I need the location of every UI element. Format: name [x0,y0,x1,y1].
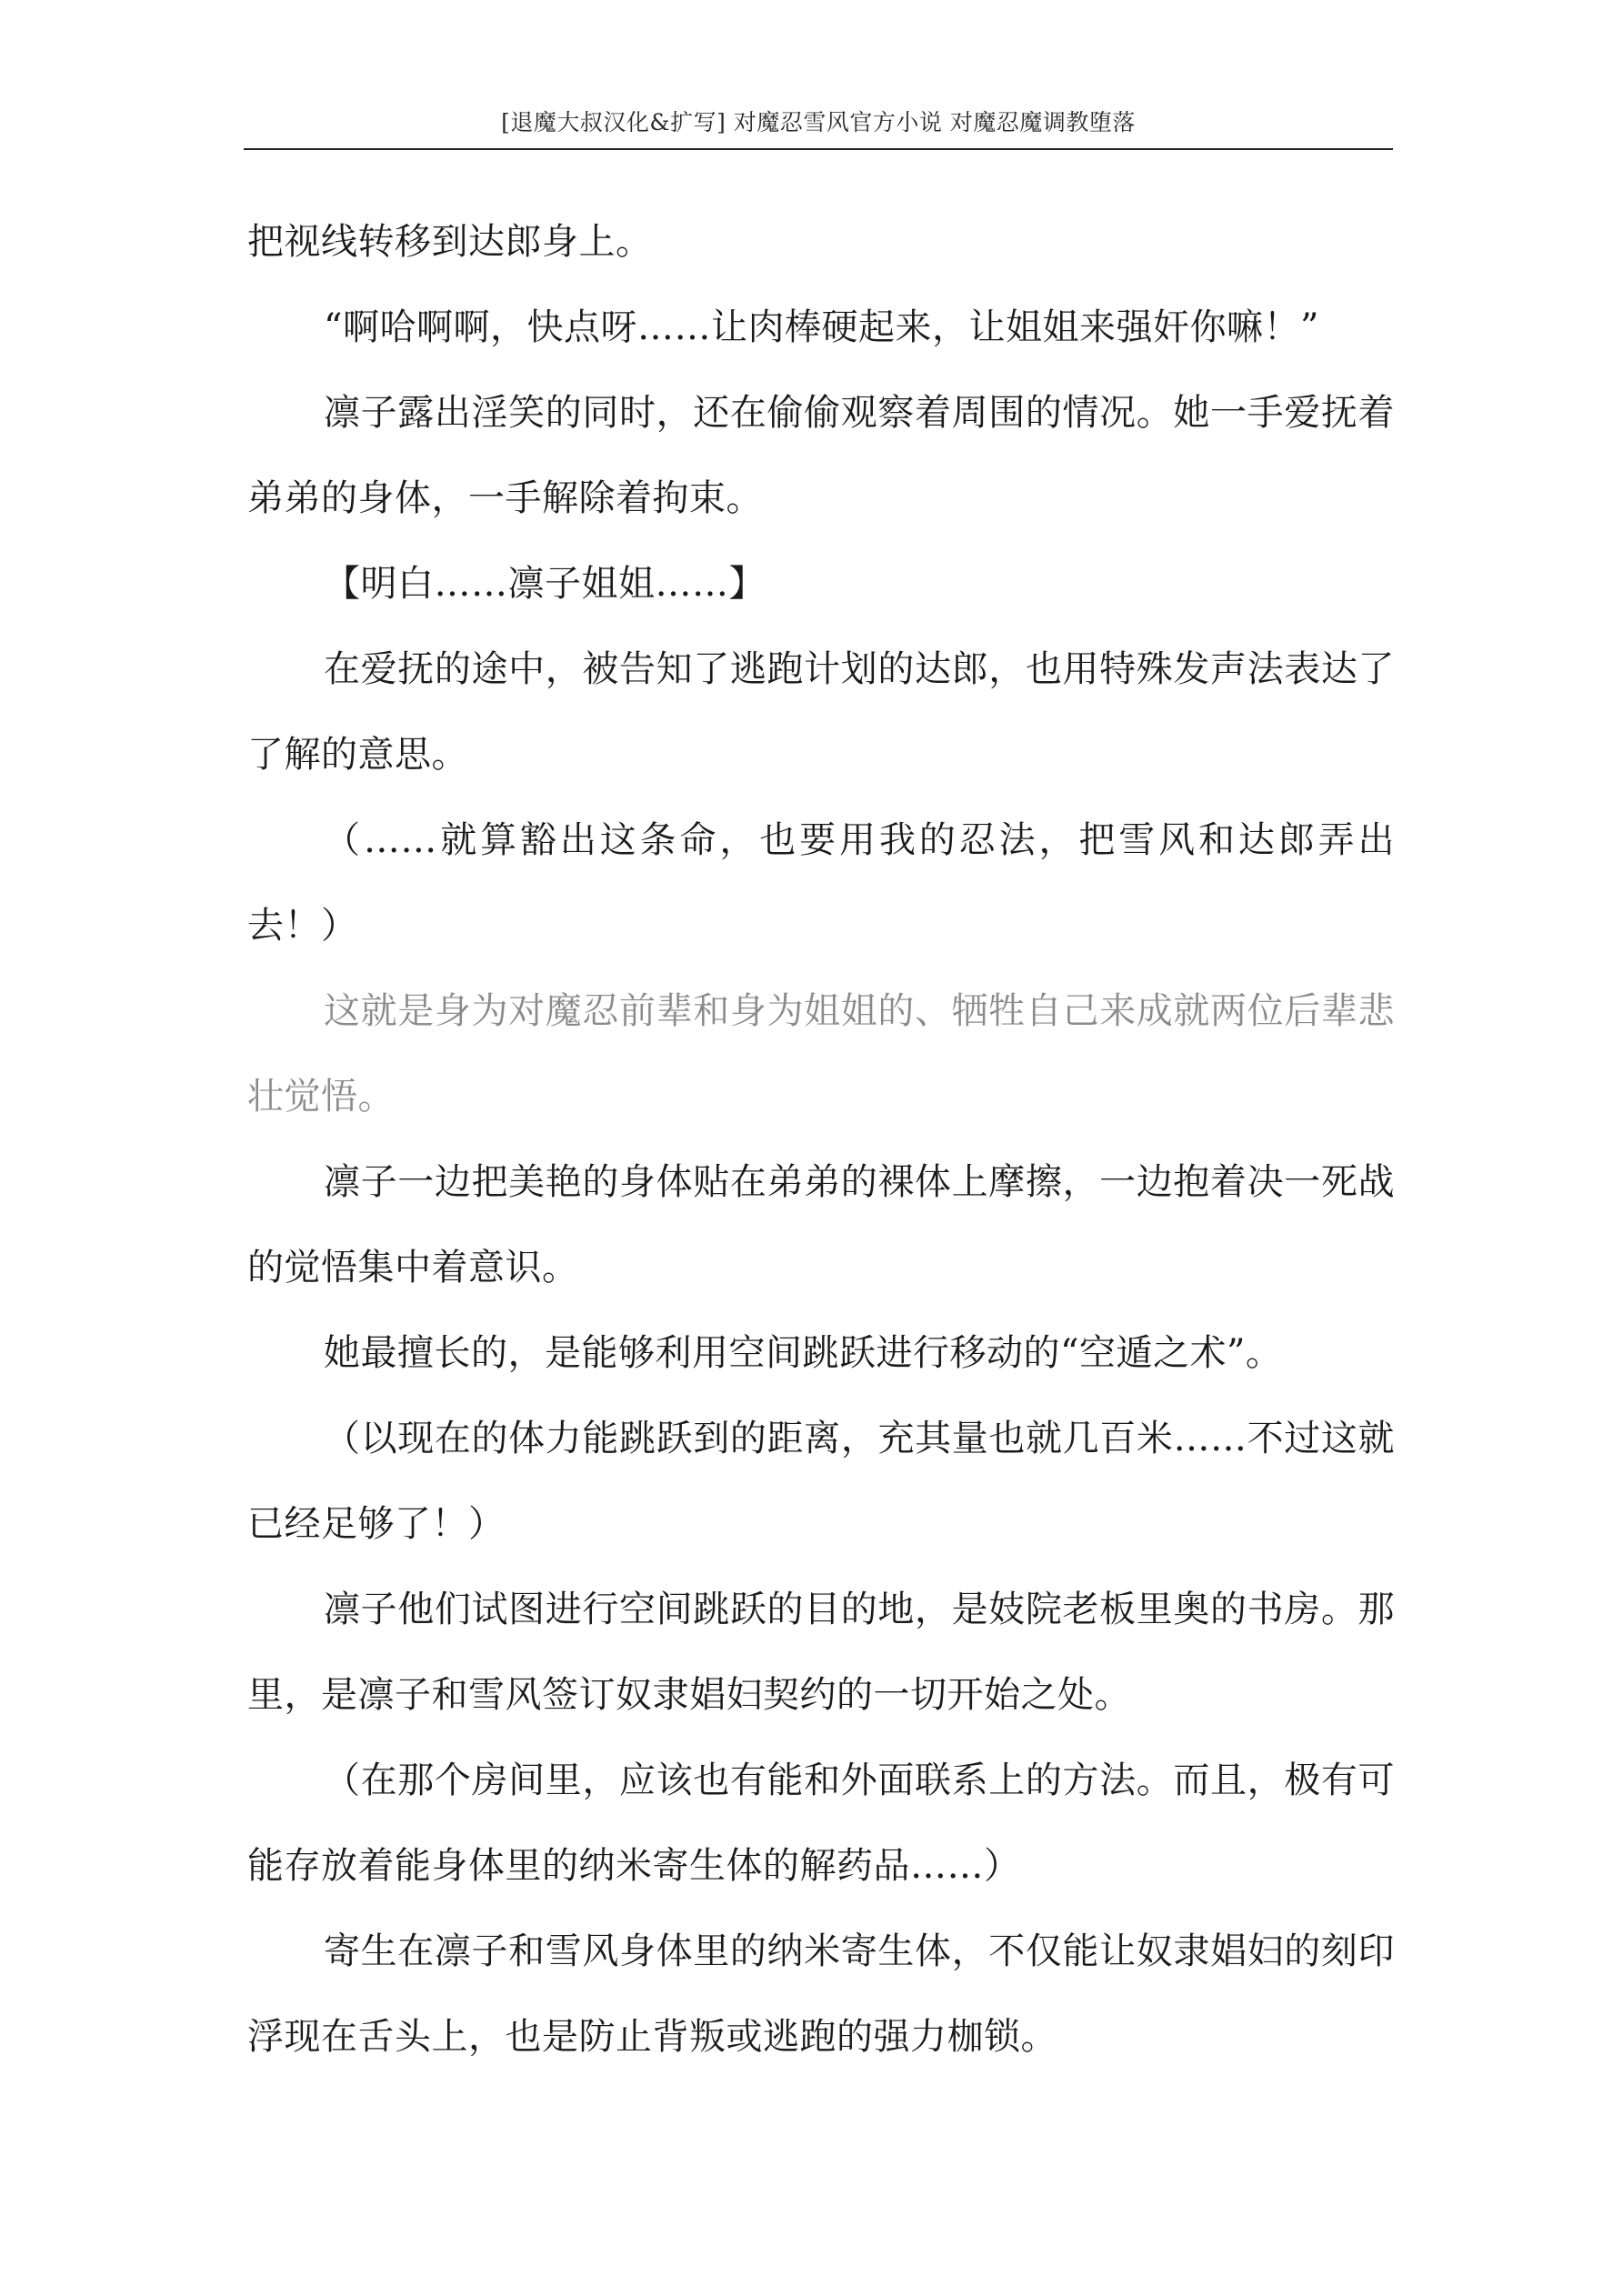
paragraph-1: 把视线转移到达郎身上。 [247,221,653,263]
paragraph-11: 凛子他们试图进行空间跳跃的目的地，是妓院老板里奥的书房。那里，是凛子和雪风签订奴隶娼妇契约的一切开始之处。 [247,1589,1395,1716]
body-text [247,199,1395,2080]
paragraph-12: （在那个房间里，应该也有能和外面联系上的方法。而且，极有可能存放着能身体里的纳米寄生体的解药品……） [247,1760,1395,1887]
paragraph-13: 寄生在凛子和雪风身体里的纳米寄生体，不仅能让奴隶娼妇的刻印浮现在舌头上，也是防止背叛或逃跑的强力枷锁。 [247,1930,1395,2058]
running-header: [退魔大叔汉化&扩写] 对魔忍雪风官方小说 对魔忍魔调教堕落 [501,109,1136,135]
paragraph-4: 【明白……凛子姐姐……】 [324,563,766,605]
paragraph-6: （……就算豁出这条命，也要用我的忍法，把雪风和达郎弄出去！） [247,819,1395,947]
paragraph-2: “啊哈啊啊，快点呀……让肉棒硬起来，让姐姐来强奸你嘛！” [324,306,1319,348]
paragraph-10: （以现在的体力能跳跃到的距离，充其量也就几百米……不过这就已经足够了！） [247,1418,1395,1545]
paragraph-9: 她最擅长的，是能够利用空间跳跃进行移动的“空遁之术”。 [324,1332,1283,1374]
paragraph-3: 凛子露出淫笑的同时，还在偷偷观察着周围的情况。她一手爱抚着弟弟的身体，一手解除着拘束。 [247,392,1395,519]
header-divider [244,148,1393,150]
paragraph-5: 在爱抚的途中，被告知了逃跑计划的达郎，也用特殊发声法表达了了解的意思。 [247,648,1395,776]
paragraph-8: 凛子一边把美艳的身体贴在弟弟的裸体上摩擦，一边抱着决一死战的觉悟集中着意识。 [247,1161,1395,1288]
paragraph-7: 这就是身为对魔忍前辈和身为姐姐的、牺牲自己来成就两位后辈悲壮觉悟。 [247,990,1395,1118]
